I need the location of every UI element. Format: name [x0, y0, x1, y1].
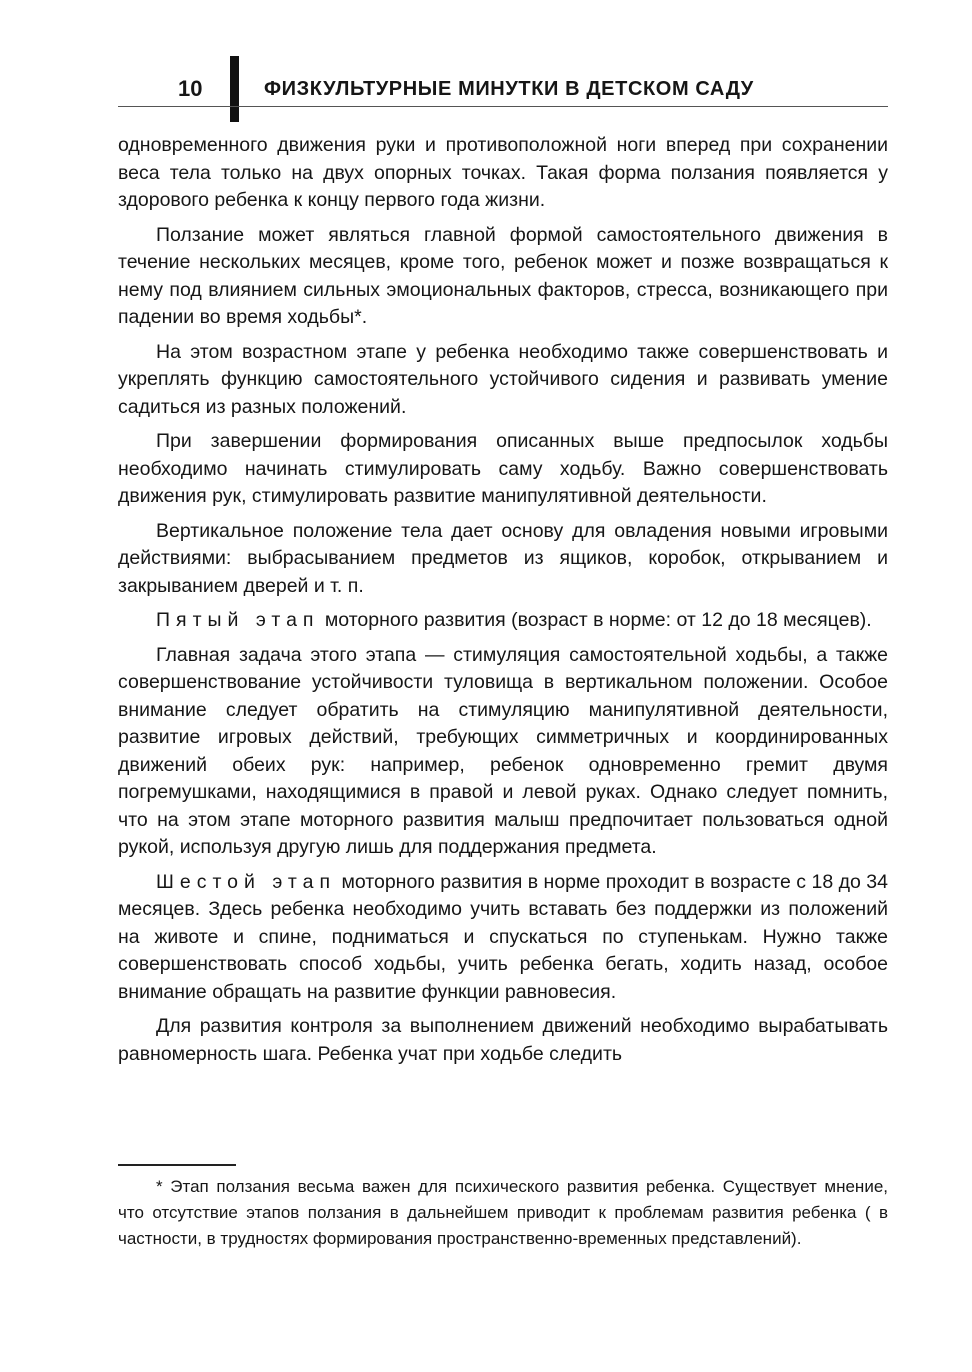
page-header [118, 74, 888, 122]
running-title: ФИЗКУЛЬТУРНЫЕ МИНУТКИ В ДЕТСКОМ САДУ [264, 78, 754, 100]
paragraph: Вертикальное положение тела дает основу для овладения новыми игровыми действиями: выбрасыванием предметов из ящиков, коробок, открыванием и закрыванием дверей и т. п. [118, 519, 888, 597]
footnote: * Этап ползания весьма важен для психического развития ребенка. Существует мнение, что отсутствие этапов ползания в дальнейшем приводит к проблемам развития ребенка ( в частности, в трудностях формирования пространственно-временных представлений). [118, 1177, 888, 1248]
paragraph-text: моторного развития в норме проходит в возрасте с 18 до 34 месяцев. Здесь ребенка необходимо учить вставать без поддержки из положений на животе и спине, подниматься и спускаться по ступенькам. Нужно также совершенствовать способ ходьбы, учить ребенка бегать, ходить назад, особое внимание обращать на развитие функции равновесия. [118, 870, 888, 1003]
footnote-rule [118, 1164, 236, 1166]
header-divider-bar [230, 56, 239, 122]
body-text [118, 132, 888, 1075]
paragraph: Ползание может являться главной формой самостоятельного движения в течение нескольких месяцев, кроме того, ребенок может и позже возвращаться к нему под влиянием сильных эмоциональных факторов, стресса, возникающего при падении во время ходьбы*. [118, 223, 888, 328]
stage-heading: Пятый этап [156, 609, 320, 631]
paragraph: Главная задача этого этапа — стимуляция самостоятельной ходьбы, а также совершенствование устойчивости туловища в вертикальном положении. Особое внимание следует обратить на стимуляцию манипулятивной деятельности, развитие игровых действий, требующих симметричных и координированных движений обеих рук: например, ребенок одновременно гремит двумя погремушками, находящимися в правой и левой руках. Однако следует помнить, что на этом этапе моторного развития малыш предпочитает пользоваться одной рукой, используя другую лишь для поддержания предмета. [118, 643, 888, 858]
paragraph: одновременного движения руки и противоположной ноги вперед при сохранении веса тела только на двух опорных точках. Такая форма ползания появляется у здорового ребенка к концу первого года жизни. [118, 134, 888, 211]
header-rule [118, 106, 888, 107]
paragraph: При завершении формирования описанных выше предпосылок ходьбы необходимо начинать стимулировать саму ходьбу. Важно совершенствовать движения рук, стимулировать развитие манипулятивной деятельности. [118, 430, 888, 507]
stage-heading: Шестой этап [156, 870, 336, 893]
paragraph-text: моторного развития (возраст в норме: от 12 до 18 месяцев). [319, 609, 872, 631]
page-number: 10 [178, 76, 203, 101]
paragraph [118, 869, 888, 1007]
paragraph: Для развития контроля за выполнением движений необходимо вырабатывать равномерность шага. Ребенка учат при ходьбе следить [118, 1015, 888, 1065]
paragraph: На этом возрастном этапе у ребенка необходимо также совершенствовать и укреплять функцию самостоятельного устойчивого сидения и развивать умение садиться из разных положений. [118, 340, 888, 418]
paragraph [118, 607, 888, 635]
